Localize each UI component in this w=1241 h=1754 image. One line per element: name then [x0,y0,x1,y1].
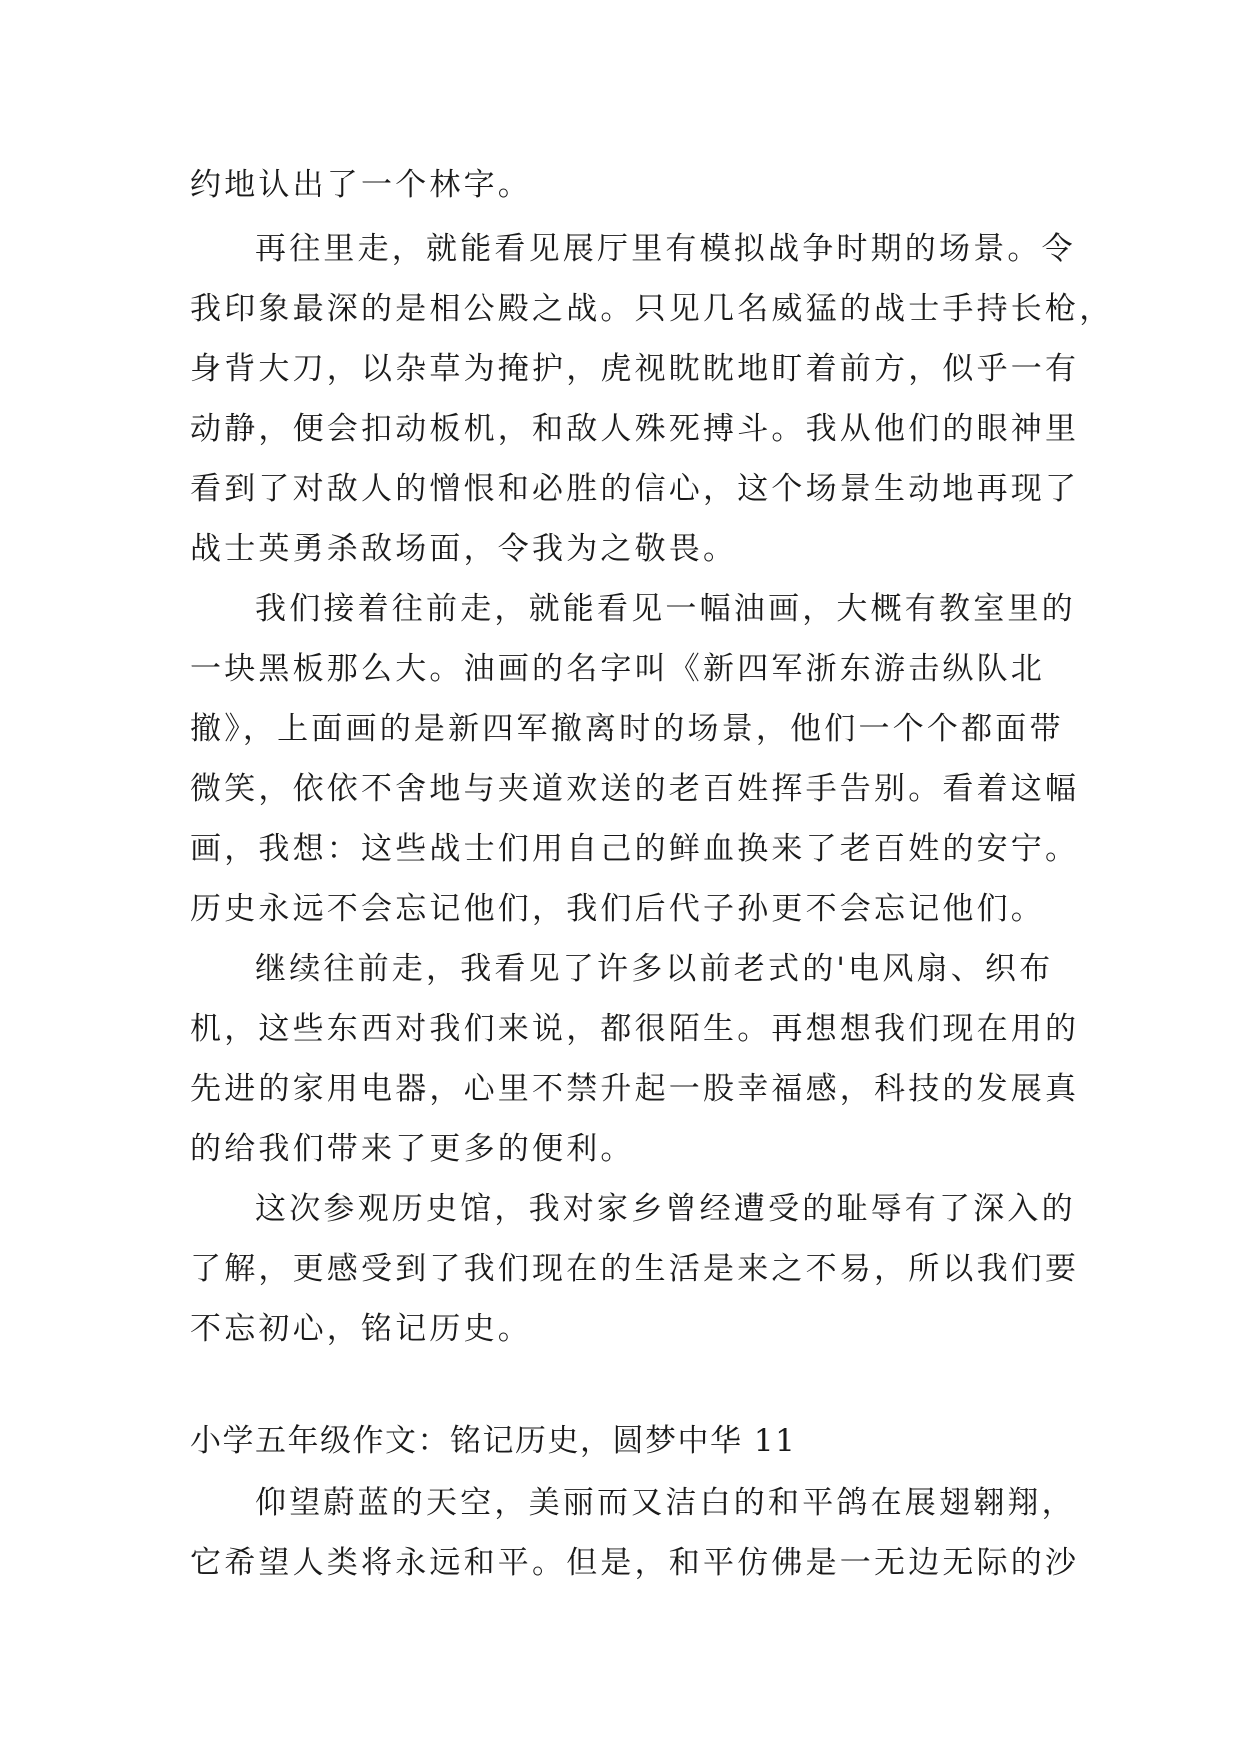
text-line: 了解，更感受到了我们现在的生活是来之不易，所以我们要 [190,1251,1080,1287]
text-line: 身背大刀，以杂草为掩护，虎视眈眈地盯着前方，似乎一有 [190,351,1080,387]
paragraph-start-line: 再往里走，就能看见展厅里有模拟战争时期的场景。令 [255,231,1076,267]
text-line: 一块黑板那么大。油画的名字叫《新四军浙东游击纵队北 [190,651,1045,687]
text-line: 战士英勇杀敌场面，令我为之敬畏。 [190,531,738,567]
text-line: 机，这些东西对我们来说，都很陌生。再想想我们现在用的 [190,1011,1080,1047]
text-line: 的给我们带来了更多的便利。 [190,1131,635,1167]
paragraph-start-line: 仰望蔚蓝的天空，美丽而又洁白的和平鸽在展翅翱翔， [255,1485,1076,1521]
section-title: 小学五年级作文：铭记历史，圆梦中华 11 [190,1423,797,1459]
text-line: 约地认出了一个林字。 [190,167,532,203]
text-line: 我印象最深的是相公殿之战。只见几名威猛的战士手持长枪， [190,291,1114,327]
text-line: 看到了对敌人的憎恨和必胜的信心，这个场景生动地再现了 [190,471,1080,507]
text-line: 微笑，依依不舍地与夹道欢送的老百姓挥手告别。看着这幅 [190,771,1080,807]
text-line: 画，我想：这些战士们用自己的鲜血换来了老百姓的安宁。 [190,831,1080,867]
text-line: 历史永远不会忘记他们，我们后代子孙更不会忘记他们。 [190,891,1045,927]
text-line: 不忘初心，铭记历史。 [190,1311,532,1347]
paragraph-start-line: 这次参观历史馆，我对家乡曾经遭受的耻辱有了深入的 [255,1191,1076,1227]
paragraph-start-line: 继续往前走，我看见了许多以前老式的'电风扇、织布 [255,951,1054,987]
text-line: 它希望人类将永远和平。但是，和平仿佛是一无边无际的沙 [190,1545,1080,1581]
text-line: 撤》，上面画的是新四军撤离时的场景，他们一个个都面带 [190,711,1064,747]
paragraph-start-line: 我们接着往前走，就能看见一幅油画，大概有教室里的 [255,591,1076,627]
text-line: 动静，便会扣动板机，和敌人殊死搏斗。我从他们的眼神里 [190,411,1080,447]
text-line: 先进的家用电器，心里不禁升起一股幸福感，科技的发展真 [190,1071,1080,1107]
